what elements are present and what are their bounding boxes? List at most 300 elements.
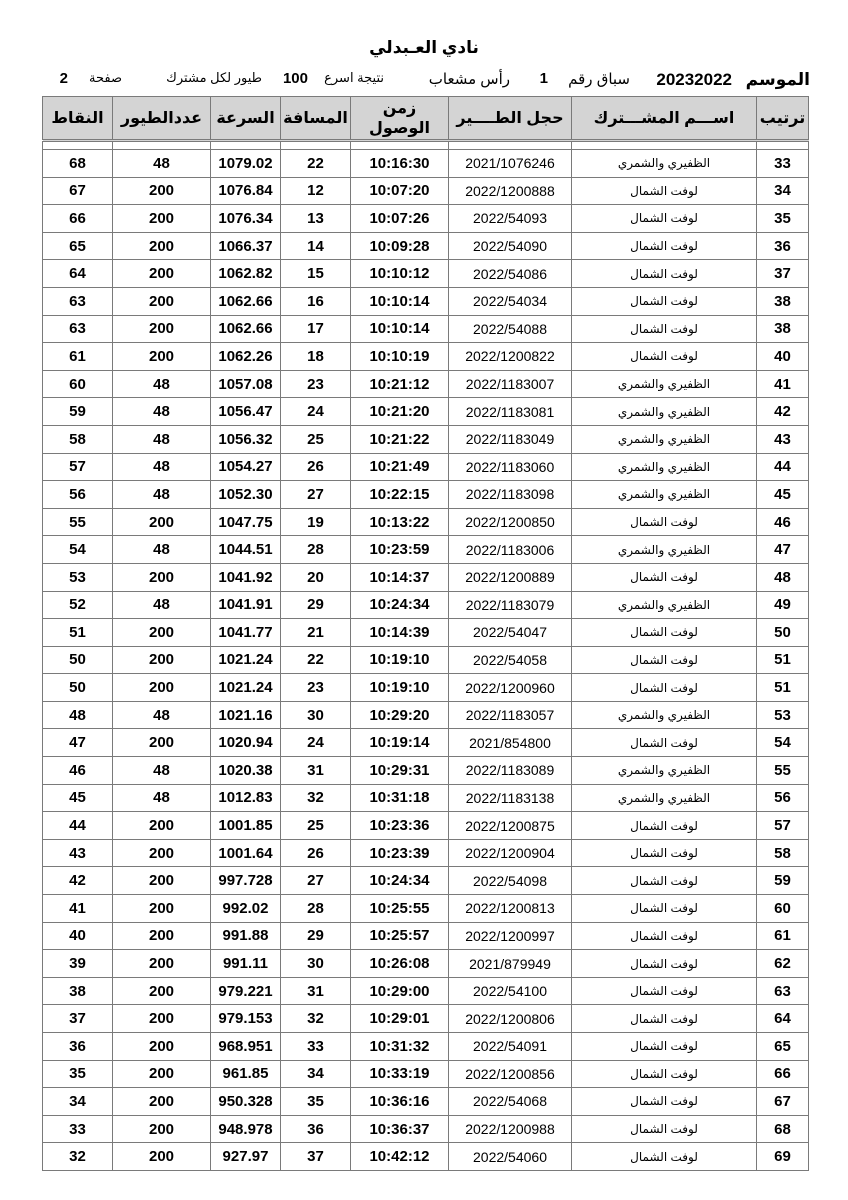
- cell-distance: 17: [281, 315, 351, 343]
- table-header-row: [43, 97, 809, 141]
- cell-speed: 979.221: [211, 977, 281, 1005]
- cell-speed: 948.978: [211, 1115, 281, 1143]
- cell-speed: 1062.82: [211, 260, 281, 288]
- table-row: [43, 287, 809, 315]
- cell-rank: 50: [757, 619, 809, 647]
- cell-birds: 200: [113, 1060, 211, 1088]
- cell-ring: 2022/1183060: [449, 453, 572, 481]
- cell-points: 48: [43, 701, 113, 729]
- table-row: [43, 453, 809, 481]
- spacer-cell: [113, 141, 211, 150]
- cell-arrival: 10:07:20: [351, 177, 449, 205]
- cell-birds: 48: [113, 701, 211, 729]
- cell-arrival: 10:36:37: [351, 1115, 449, 1143]
- cell-points: 61: [43, 343, 113, 371]
- cell-distance: 21: [281, 619, 351, 647]
- cell-speed: 1020.38: [211, 757, 281, 785]
- cell-speed: 1076.84: [211, 177, 281, 205]
- cell-speed: 927.97: [211, 1143, 281, 1171]
- cell-arrival: 10:42:12: [351, 1143, 449, 1171]
- cell-birds: 200: [113, 343, 211, 371]
- cell-birds: 48: [113, 150, 211, 178]
- table-row: [43, 425, 809, 453]
- cell-ring: 2022/54086: [449, 260, 572, 288]
- cell-arrival: 10:29:31: [351, 757, 449, 785]
- cell-rank: 42: [757, 398, 809, 426]
- cell-birds: 200: [113, 177, 211, 205]
- cell-ring: 2022/54060: [449, 1143, 572, 1171]
- table-row: [43, 1005, 809, 1033]
- cell-arrival: 10:25:57: [351, 922, 449, 950]
- cell-distance: 25: [281, 812, 351, 840]
- cell-rank: 46: [757, 508, 809, 536]
- cell-rank: 49: [757, 591, 809, 619]
- cell-ring: 2022/1183057: [449, 701, 572, 729]
- cell-arrival: 10:29:01: [351, 1005, 449, 1033]
- cell-points: 39: [43, 950, 113, 978]
- cell-distance: 22: [281, 646, 351, 674]
- cell-distance: 14: [281, 232, 351, 260]
- cell-birds: 200: [113, 287, 211, 315]
- cell-birds: 48: [113, 757, 211, 785]
- cell-points: 46: [43, 757, 113, 785]
- cell-rank: 41: [757, 370, 809, 398]
- cell-ring: 2022/54068: [449, 1088, 572, 1116]
- table-row: [43, 922, 809, 950]
- cell-name: لوفت الشمال: [572, 674, 757, 702]
- cell-arrival: 10:21:12: [351, 370, 449, 398]
- cell-rank: 33: [757, 150, 809, 178]
- col-header-distance: المسافة: [281, 97, 351, 141]
- cell-points: 54: [43, 536, 113, 564]
- table-row: [43, 591, 809, 619]
- cell-speed: 991.11: [211, 950, 281, 978]
- table-row: [43, 260, 809, 288]
- cell-name: الظفيري والشمري: [572, 757, 757, 785]
- cell-distance: 18: [281, 343, 351, 371]
- cell-distance: 28: [281, 536, 351, 564]
- cell-points: 59: [43, 398, 113, 426]
- cell-arrival: 10:10:19: [351, 343, 449, 371]
- cell-birds: 200: [113, 1005, 211, 1033]
- table-row: [43, 950, 809, 978]
- cell-speed: 1079.02: [211, 150, 281, 178]
- table-row: [43, 563, 809, 591]
- cell-name: لوفت الشمال: [572, 1115, 757, 1143]
- cell-arrival: 10:14:37: [351, 563, 449, 591]
- cell-rank: 36: [757, 232, 809, 260]
- cell-speed: 968.951: [211, 1033, 281, 1061]
- cell-rank: 62: [757, 950, 809, 978]
- cell-birds: 200: [113, 205, 211, 233]
- cell-distance: 31: [281, 977, 351, 1005]
- cell-birds: 200: [113, 1143, 211, 1171]
- cell-ring: 2022/54088: [449, 315, 572, 343]
- table-row: [43, 812, 809, 840]
- cell-distance: 24: [281, 729, 351, 757]
- cell-speed: 950.328: [211, 1088, 281, 1116]
- cell-birds: 48: [113, 398, 211, 426]
- cell-name: لوفت الشمال: [572, 287, 757, 315]
- cell-arrival: 10:29:00: [351, 977, 449, 1005]
- cell-name: لوفت الشمال: [572, 1005, 757, 1033]
- cell-arrival: 10:36:16: [351, 1088, 449, 1116]
- table-row: [43, 1143, 809, 1171]
- cell-birds: 200: [113, 922, 211, 950]
- cell-birds: 48: [113, 425, 211, 453]
- cell-distance: 36: [281, 1115, 351, 1143]
- cell-ring: 2022/54058: [449, 646, 572, 674]
- cell-name: لوفت الشمال: [572, 563, 757, 591]
- cell-name: الظفيري والشمري: [572, 481, 757, 509]
- cell-speed: 1041.91: [211, 591, 281, 619]
- cell-distance: 29: [281, 922, 351, 950]
- cell-ring: 2022/1183079: [449, 591, 572, 619]
- table-row: [43, 398, 809, 426]
- cell-name: لوفت الشمال: [572, 867, 757, 895]
- cell-distance: 26: [281, 839, 351, 867]
- cell-speed: 1052.30: [211, 481, 281, 509]
- col-header-birds: عددالطيور: [113, 97, 211, 141]
- cell-ring: 2022/54091: [449, 1033, 572, 1061]
- cell-rank: 38: [757, 287, 809, 315]
- cell-name: الظفيري والشمري: [572, 398, 757, 426]
- season-label: الموسم: [745, 70, 810, 89]
- cell-birds: 200: [113, 646, 211, 674]
- cell-name: الظفيري والشمري: [572, 536, 757, 564]
- table-row: [43, 784, 809, 812]
- table-row: [43, 370, 809, 398]
- cell-speed: 1054.27: [211, 453, 281, 481]
- cell-speed: 979.153: [211, 1005, 281, 1033]
- club-title: نادي العـبدلي: [369, 38, 479, 57]
- cell-rank: 67: [757, 1088, 809, 1116]
- race-info-line: [40, 70, 810, 92]
- cell-speed: 1021.24: [211, 646, 281, 674]
- cell-name: الظفيري والشمري: [572, 591, 757, 619]
- cell-points: 38: [43, 977, 113, 1005]
- cell-arrival: 10:33:19: [351, 1060, 449, 1088]
- cell-ring: 2022/1200875: [449, 812, 572, 840]
- col-header-arrival: زمن الوصول: [351, 97, 449, 141]
- cell-ring: 2022/1183081: [449, 398, 572, 426]
- cell-arrival: 10:10:14: [351, 315, 449, 343]
- cell-rank: 61: [757, 922, 809, 950]
- cell-birds: 200: [113, 839, 211, 867]
- cell-ring: 2022/1200889: [449, 563, 572, 591]
- cell-rank: 44: [757, 453, 809, 481]
- cell-arrival: 10:09:28: [351, 232, 449, 260]
- cell-ring: 2022/1183138: [449, 784, 572, 812]
- cell-arrival: 10:10:14: [351, 287, 449, 315]
- cell-points: 68: [43, 150, 113, 178]
- cell-ring: 2022/54100: [449, 977, 572, 1005]
- col-header-points: النقاط: [43, 97, 113, 141]
- cell-distance: 26: [281, 453, 351, 481]
- cell-name: لوفت الشمال: [572, 343, 757, 371]
- result-label: نتيجة اسرع: [324, 70, 384, 85]
- cell-ring: 2022/1200856: [449, 1060, 572, 1088]
- cell-name: لوفت الشمال: [572, 812, 757, 840]
- cell-rank: 65: [757, 1033, 809, 1061]
- table-row: [43, 729, 809, 757]
- race-location: رأس مشعاب: [428, 71, 510, 88]
- cell-points: 32: [43, 1143, 113, 1171]
- race-label: سباق رقم: [568, 71, 630, 88]
- results-table: [42, 96, 809, 1171]
- cell-birds: 200: [113, 619, 211, 647]
- cell-birds: 48: [113, 481, 211, 509]
- cell-name: لوفت الشمال: [572, 508, 757, 536]
- cell-rank: 66: [757, 1060, 809, 1088]
- cell-speed: 1066.37: [211, 232, 281, 260]
- cell-distance: 12: [281, 177, 351, 205]
- cell-name: لوفت الشمال: [572, 950, 757, 978]
- cell-points: 64: [43, 260, 113, 288]
- cell-birds: 200: [113, 977, 211, 1005]
- header-spacer-row: [43, 141, 809, 150]
- cell-name: الظفيري والشمري: [572, 425, 757, 453]
- cell-distance: 13: [281, 205, 351, 233]
- cell-ring: 2021/854800: [449, 729, 572, 757]
- cell-points: 66: [43, 205, 113, 233]
- cell-ring: 2022/1183006: [449, 536, 572, 564]
- cell-name: الظفيري والشمري: [572, 150, 757, 178]
- cell-ring: 2022/1200888: [449, 177, 572, 205]
- cell-speed: 1062.66: [211, 287, 281, 315]
- cell-ring: 2022/1200813: [449, 895, 572, 923]
- cell-name: لوفت الشمال: [572, 1143, 757, 1171]
- cell-speed: 1001.64: [211, 839, 281, 867]
- cell-points: 36: [43, 1033, 113, 1061]
- table-row: [43, 895, 809, 923]
- cell-name: الظفيري والشمري: [572, 453, 757, 481]
- cell-name: الظفيري والشمري: [572, 701, 757, 729]
- cell-rank: 34: [757, 177, 809, 205]
- cell-arrival: 10:21:22: [351, 425, 449, 453]
- cell-birds: 200: [113, 674, 211, 702]
- cell-rank: 64: [757, 1005, 809, 1033]
- cell-distance: 27: [281, 867, 351, 895]
- cell-name: لوفت الشمال: [572, 895, 757, 923]
- cell-rank: 56: [757, 784, 809, 812]
- cell-speed: 1041.77: [211, 619, 281, 647]
- cell-birds: 200: [113, 867, 211, 895]
- cell-ring: 2022/1200997: [449, 922, 572, 950]
- cell-distance: 20: [281, 563, 351, 591]
- cell-speed: 1076.34: [211, 205, 281, 233]
- table-row: [43, 619, 809, 647]
- cell-rank: 58: [757, 839, 809, 867]
- cell-name: لوفت الشمال: [572, 1033, 757, 1061]
- cell-ring: 2021/879949: [449, 950, 572, 978]
- cell-distance: 37: [281, 1143, 351, 1171]
- cell-ring: 2022/1183007: [449, 370, 572, 398]
- cell-points: 40: [43, 922, 113, 950]
- cell-name: لوفت الشمال: [572, 729, 757, 757]
- cell-speed: 992.02: [211, 895, 281, 923]
- cell-distance: 34: [281, 1060, 351, 1088]
- cell-birds: 200: [113, 315, 211, 343]
- cell-points: 33: [43, 1115, 113, 1143]
- cell-ring: 2022/54090: [449, 232, 572, 260]
- cell-arrival: 10:19:10: [351, 646, 449, 674]
- table-row: [43, 839, 809, 867]
- table-row: [43, 205, 809, 233]
- cell-distance: 30: [281, 950, 351, 978]
- cell-distance: 29: [281, 591, 351, 619]
- cell-name: لوفت الشمال: [572, 1088, 757, 1116]
- cell-points: 34: [43, 1088, 113, 1116]
- cell-distance: 25: [281, 425, 351, 453]
- cell-ring: 2021/1076246: [449, 150, 572, 178]
- cell-rank: 69: [757, 1143, 809, 1171]
- cell-birds: 200: [113, 232, 211, 260]
- cell-ring: 2022/54034: [449, 287, 572, 315]
- cell-speed: 1056.47: [211, 398, 281, 426]
- cell-arrival: 10:16:30: [351, 150, 449, 178]
- table-row: [43, 674, 809, 702]
- cell-rank: 43: [757, 425, 809, 453]
- table-row: [43, 232, 809, 260]
- table-row: [43, 536, 809, 564]
- cell-arrival: 10:14:39: [351, 619, 449, 647]
- spacer-cell: [351, 141, 449, 150]
- cell-ring: 2022/1183049: [449, 425, 572, 453]
- table-row: [43, 315, 809, 343]
- cell-ring: 2022/1183098: [449, 481, 572, 509]
- spacer-cell: [211, 141, 281, 150]
- cell-birds: 200: [113, 729, 211, 757]
- cell-arrival: 10:23:59: [351, 536, 449, 564]
- cell-arrival: 10:29:20: [351, 701, 449, 729]
- cell-rank: 47: [757, 536, 809, 564]
- cell-ring: 2022/54098: [449, 867, 572, 895]
- spacer-cell: [572, 141, 757, 150]
- cell-arrival: 10:07:26: [351, 205, 449, 233]
- cell-birds: 200: [113, 950, 211, 978]
- cell-birds: 200: [113, 508, 211, 536]
- cell-speed: 991.88: [211, 922, 281, 950]
- cell-rank: 40: [757, 343, 809, 371]
- cell-rank: 51: [757, 646, 809, 674]
- cell-ring: 2022/1200988: [449, 1115, 572, 1143]
- table-row: [43, 757, 809, 785]
- cell-rank: 37: [757, 260, 809, 288]
- cell-birds: 48: [113, 591, 211, 619]
- cell-arrival: 10:10:12: [351, 260, 449, 288]
- col-header-ring: حجل الطــــير: [449, 97, 572, 141]
- cell-name: لوفت الشمال: [572, 232, 757, 260]
- cell-distance: 27: [281, 481, 351, 509]
- cell-ring: 2022/1200850: [449, 508, 572, 536]
- cell-name: لوفت الشمال: [572, 922, 757, 950]
- table-row: [43, 977, 809, 1005]
- cell-ring: 2022/54093: [449, 205, 572, 233]
- table-row: [43, 1088, 809, 1116]
- col-header-rank: ترتيب: [757, 97, 809, 141]
- cell-birds: 200: [113, 895, 211, 923]
- table-row: [43, 1115, 809, 1143]
- cell-points: 43: [43, 839, 113, 867]
- cell-distance: 33: [281, 1033, 351, 1061]
- cell-arrival: 10:21:49: [351, 453, 449, 481]
- cell-name: الظفيري والشمري: [572, 370, 757, 398]
- cell-rank: 57: [757, 812, 809, 840]
- cell-speed: 1047.75: [211, 508, 281, 536]
- cell-ring: 2022/1183089: [449, 757, 572, 785]
- cell-distance: 31: [281, 757, 351, 785]
- birds-per-participant-note: طيور لكل مشترك: [166, 70, 262, 85]
- cell-birds: 200: [113, 1033, 211, 1061]
- table-row: [43, 177, 809, 205]
- cell-name: لوفت الشمال: [572, 977, 757, 1005]
- cell-distance: 23: [281, 674, 351, 702]
- cell-rank: 55: [757, 757, 809, 785]
- cell-points: 53: [43, 563, 113, 591]
- cell-name: الظفيري والشمري: [572, 784, 757, 812]
- spacer-cell: [449, 141, 572, 150]
- cell-points: 35: [43, 1060, 113, 1088]
- cell-speed: 961.85: [211, 1060, 281, 1088]
- cell-distance: 23: [281, 370, 351, 398]
- cell-name: لوفت الشمال: [572, 839, 757, 867]
- cell-points: 56: [43, 481, 113, 509]
- table-row: [43, 508, 809, 536]
- cell-birds: 200: [113, 812, 211, 840]
- cell-speed: 1021.16: [211, 701, 281, 729]
- cell-arrival: 10:24:34: [351, 591, 449, 619]
- cell-name: لوفت الشمال: [572, 1060, 757, 1088]
- cell-points: 45: [43, 784, 113, 812]
- cell-birds: 200: [113, 563, 211, 591]
- cell-points: 41: [43, 895, 113, 923]
- cell-points: 51: [43, 619, 113, 647]
- cell-speed: 1012.83: [211, 784, 281, 812]
- cell-birds: 48: [113, 536, 211, 564]
- result-count: 100: [282, 70, 308, 87]
- table-row: [43, 1033, 809, 1061]
- cell-name: لوفت الشمال: [572, 177, 757, 205]
- cell-rank: 51: [757, 674, 809, 702]
- cell-arrival: 10:26:08: [351, 950, 449, 978]
- cell-points: 60: [43, 370, 113, 398]
- cell-arrival: 10:19:10: [351, 674, 449, 702]
- cell-distance: 32: [281, 1005, 351, 1033]
- race-number: 1: [539, 70, 548, 87]
- col-header-speed: السرعة: [211, 97, 281, 141]
- cell-name: لوفت الشمال: [572, 315, 757, 343]
- cell-speed: 1044.51: [211, 536, 281, 564]
- cell-distance: 16: [281, 287, 351, 315]
- cell-birds: 200: [113, 260, 211, 288]
- page-label: صفحة: [89, 70, 122, 85]
- cell-arrival: 10:13:22: [351, 508, 449, 536]
- cell-points: 65: [43, 232, 113, 260]
- cell-distance: 19: [281, 508, 351, 536]
- cell-arrival: 10:31:32: [351, 1033, 449, 1061]
- spacer-cell: [281, 141, 351, 150]
- cell-distance: 24: [281, 398, 351, 426]
- cell-speed: 1041.92: [211, 563, 281, 591]
- col-header-name: اســـم المشـــترك: [572, 97, 757, 141]
- cell-name: لوفت الشمال: [572, 260, 757, 288]
- season-value: 20232022: [656, 70, 732, 89]
- cell-arrival: 10:21:20: [351, 398, 449, 426]
- table-row: [43, 343, 809, 371]
- cell-ring: 2022/1200806: [449, 1005, 572, 1033]
- cell-ring: 2022/1200904: [449, 839, 572, 867]
